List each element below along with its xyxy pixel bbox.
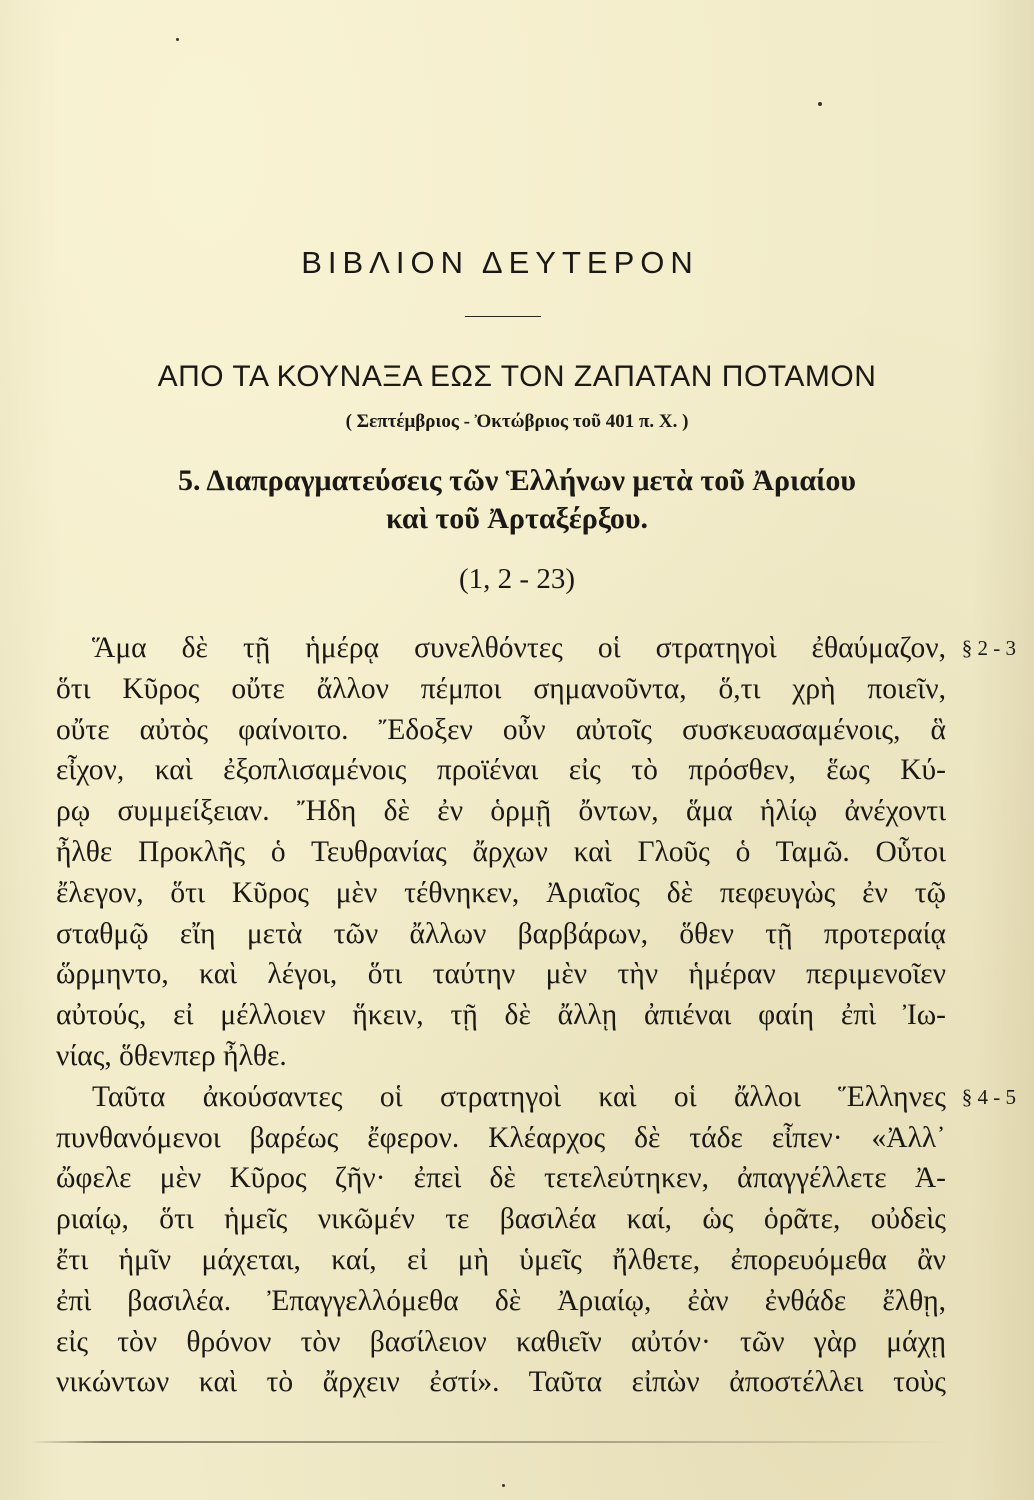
text-line: Ἅμα δὲ τῇ ἡμέρᾳ συνελθόντες οἱ στρατηγοὶ ἐθαύμαζον, <box>92 632 946 664</box>
paragraph <box>56 628 1016 1077</box>
book-title: ΒΙΒΛΙΟΝ ΔΕΥΤΕΡΟΝ <box>301 245 699 280</box>
text-line: ριαίῳ, ὅτι ἡμεῖς νικῶμέν τε βασιλέα καί, ὡς ὁρᾶτε, οὐδεὶς <box>56 1203 946 1236</box>
speck <box>502 1484 505 1487</box>
text-line: ρῳ συμμείξειαν. Ἤδη δὲ ἐν ὁρμῇ ὄντων, ἅμα ἡλίῳ ἀνέχοντι <box>56 795 946 828</box>
text-line: οὔτε αὐτὸς φαίνοιτο. Ἔδοξεν οὖν αὐτοῖς συσκευασαμένοις, ἃ <box>56 713 946 746</box>
text-line: νίας, ὅθενπερ ἦλθε. <box>56 1039 287 1072</box>
pencil-underline <box>30 1441 950 1443</box>
paragraph <box>56 1077 1016 1403</box>
text-line: ὅτι Κῦρος οὔτε ἄλλον πέμποι σημανοῦντα, ὅ,τι χρὴ ποιεῖν, <box>56 672 946 705</box>
text-line: αὐτούς, εἰ μέλλοιεν ἥκειν, τῇ δὲ ἄλλῃ ἀπιέναι φαίη ἐπὶ Ἰω- <box>56 999 946 1032</box>
text-line: σταθμῷ εἴη μετὰ τῶν ἄλλων βαρβάρων, ὅθεν τῇ προτεραίᾳ <box>56 917 946 950</box>
text-line: ἐπὶ βασιλέα. Ἐπαγγελλόμεθα δὲ Ἀριαίῳ, ἐὰν ἐνθάδε ἔλθῃ, <box>56 1284 946 1317</box>
text-line: ὥρμηντο, καὶ λέγοι, ὅτι ταύτην μὲν τὴν ἡμέραν περιμενοῖεν <box>56 958 946 991</box>
text-line: Ταῦτα ἀκούσαντες οἱ στρατηγοὶ καὶ οἱ ἄλλοι Ἕλληνες <box>92 1080 946 1113</box>
chapter-title: ΑΠΟ ΤΑ ΚΟΥΝΑΞΑ ΕΩΣ ΤΟΝ ΖΑΠΑΤΑΝ ΠΟΤΑΜΟΝ <box>157 360 877 393</box>
section-heading-line-2: καὶ τοῦ Ἀρταξέρξου. <box>386 502 648 535</box>
speck <box>818 102 822 106</box>
speck <box>176 38 179 41</box>
title-rule <box>465 316 541 317</box>
body-text <box>56 628 1016 1403</box>
date-line: ( Σεπτέμβριος - Ὀκτώβριος τοῦ 401 π. Χ. ) <box>345 411 689 432</box>
text-line: πυνθανόμενοι βαρέως ἔφερον. Κλέαρχος δὲ τάδε εἶπεν· «Ἀλλ᾽ <box>56 1121 946 1154</box>
text-line: ἔτι ἡμῖν μάχεται, καί, εἰ μὴ ὑμεῖς ἤλθετε, ἐπορευόμεθα ἂν <box>56 1243 946 1276</box>
section-reference: (1, 2 - 23) <box>459 563 575 595</box>
text-line: ἔλεγον, ὅτι Κῦρος μὲν τέθνηκεν, Ἀριαῖος δὲ πεφευγὼς ἐν τῷ <box>56 876 946 909</box>
margin-note: § 2 - 3 <box>961 636 1016 660</box>
text-line: ἦλθε Προκλῆς ὁ Τευθρανίας ἄρχων καὶ Γλοῦς ὁ Ταμῶ. Οὗτοι <box>56 835 946 868</box>
text-line: εἶχον, καὶ ἐξοπλισαμένοις προϊέναι εἰς τὸ πρόσθεν, ἕως Κύ- <box>56 754 946 787</box>
text-line: εἰς τὸν θρόνον τὸν βασίλειον καθιεῖν αὐτόν· τῶν γὰρ μάχῃ <box>56 1325 946 1358</box>
section-heading <box>0 462 1034 538</box>
text-line: νικώντων καὶ τὸ ἄρχειν ἐστί». Ταῦτα εἰπὼν ἀποστέλλει τοὺς <box>56 1366 946 1399</box>
text-line: ὤφελε μὲν Κῦρος ζῆν· ἐπεὶ δὲ τετελεύτηκεν, ἀπαγγέλλετε Ἀ- <box>56 1162 946 1195</box>
section-heading-line-1: 5. Διαπραγματεύσεις τῶν Ἑλλήνων μετὰ τοῦ Ἀριαίου <box>178 464 856 497</box>
margin-note: § 4 - 5 <box>961 1084 1016 1109</box>
